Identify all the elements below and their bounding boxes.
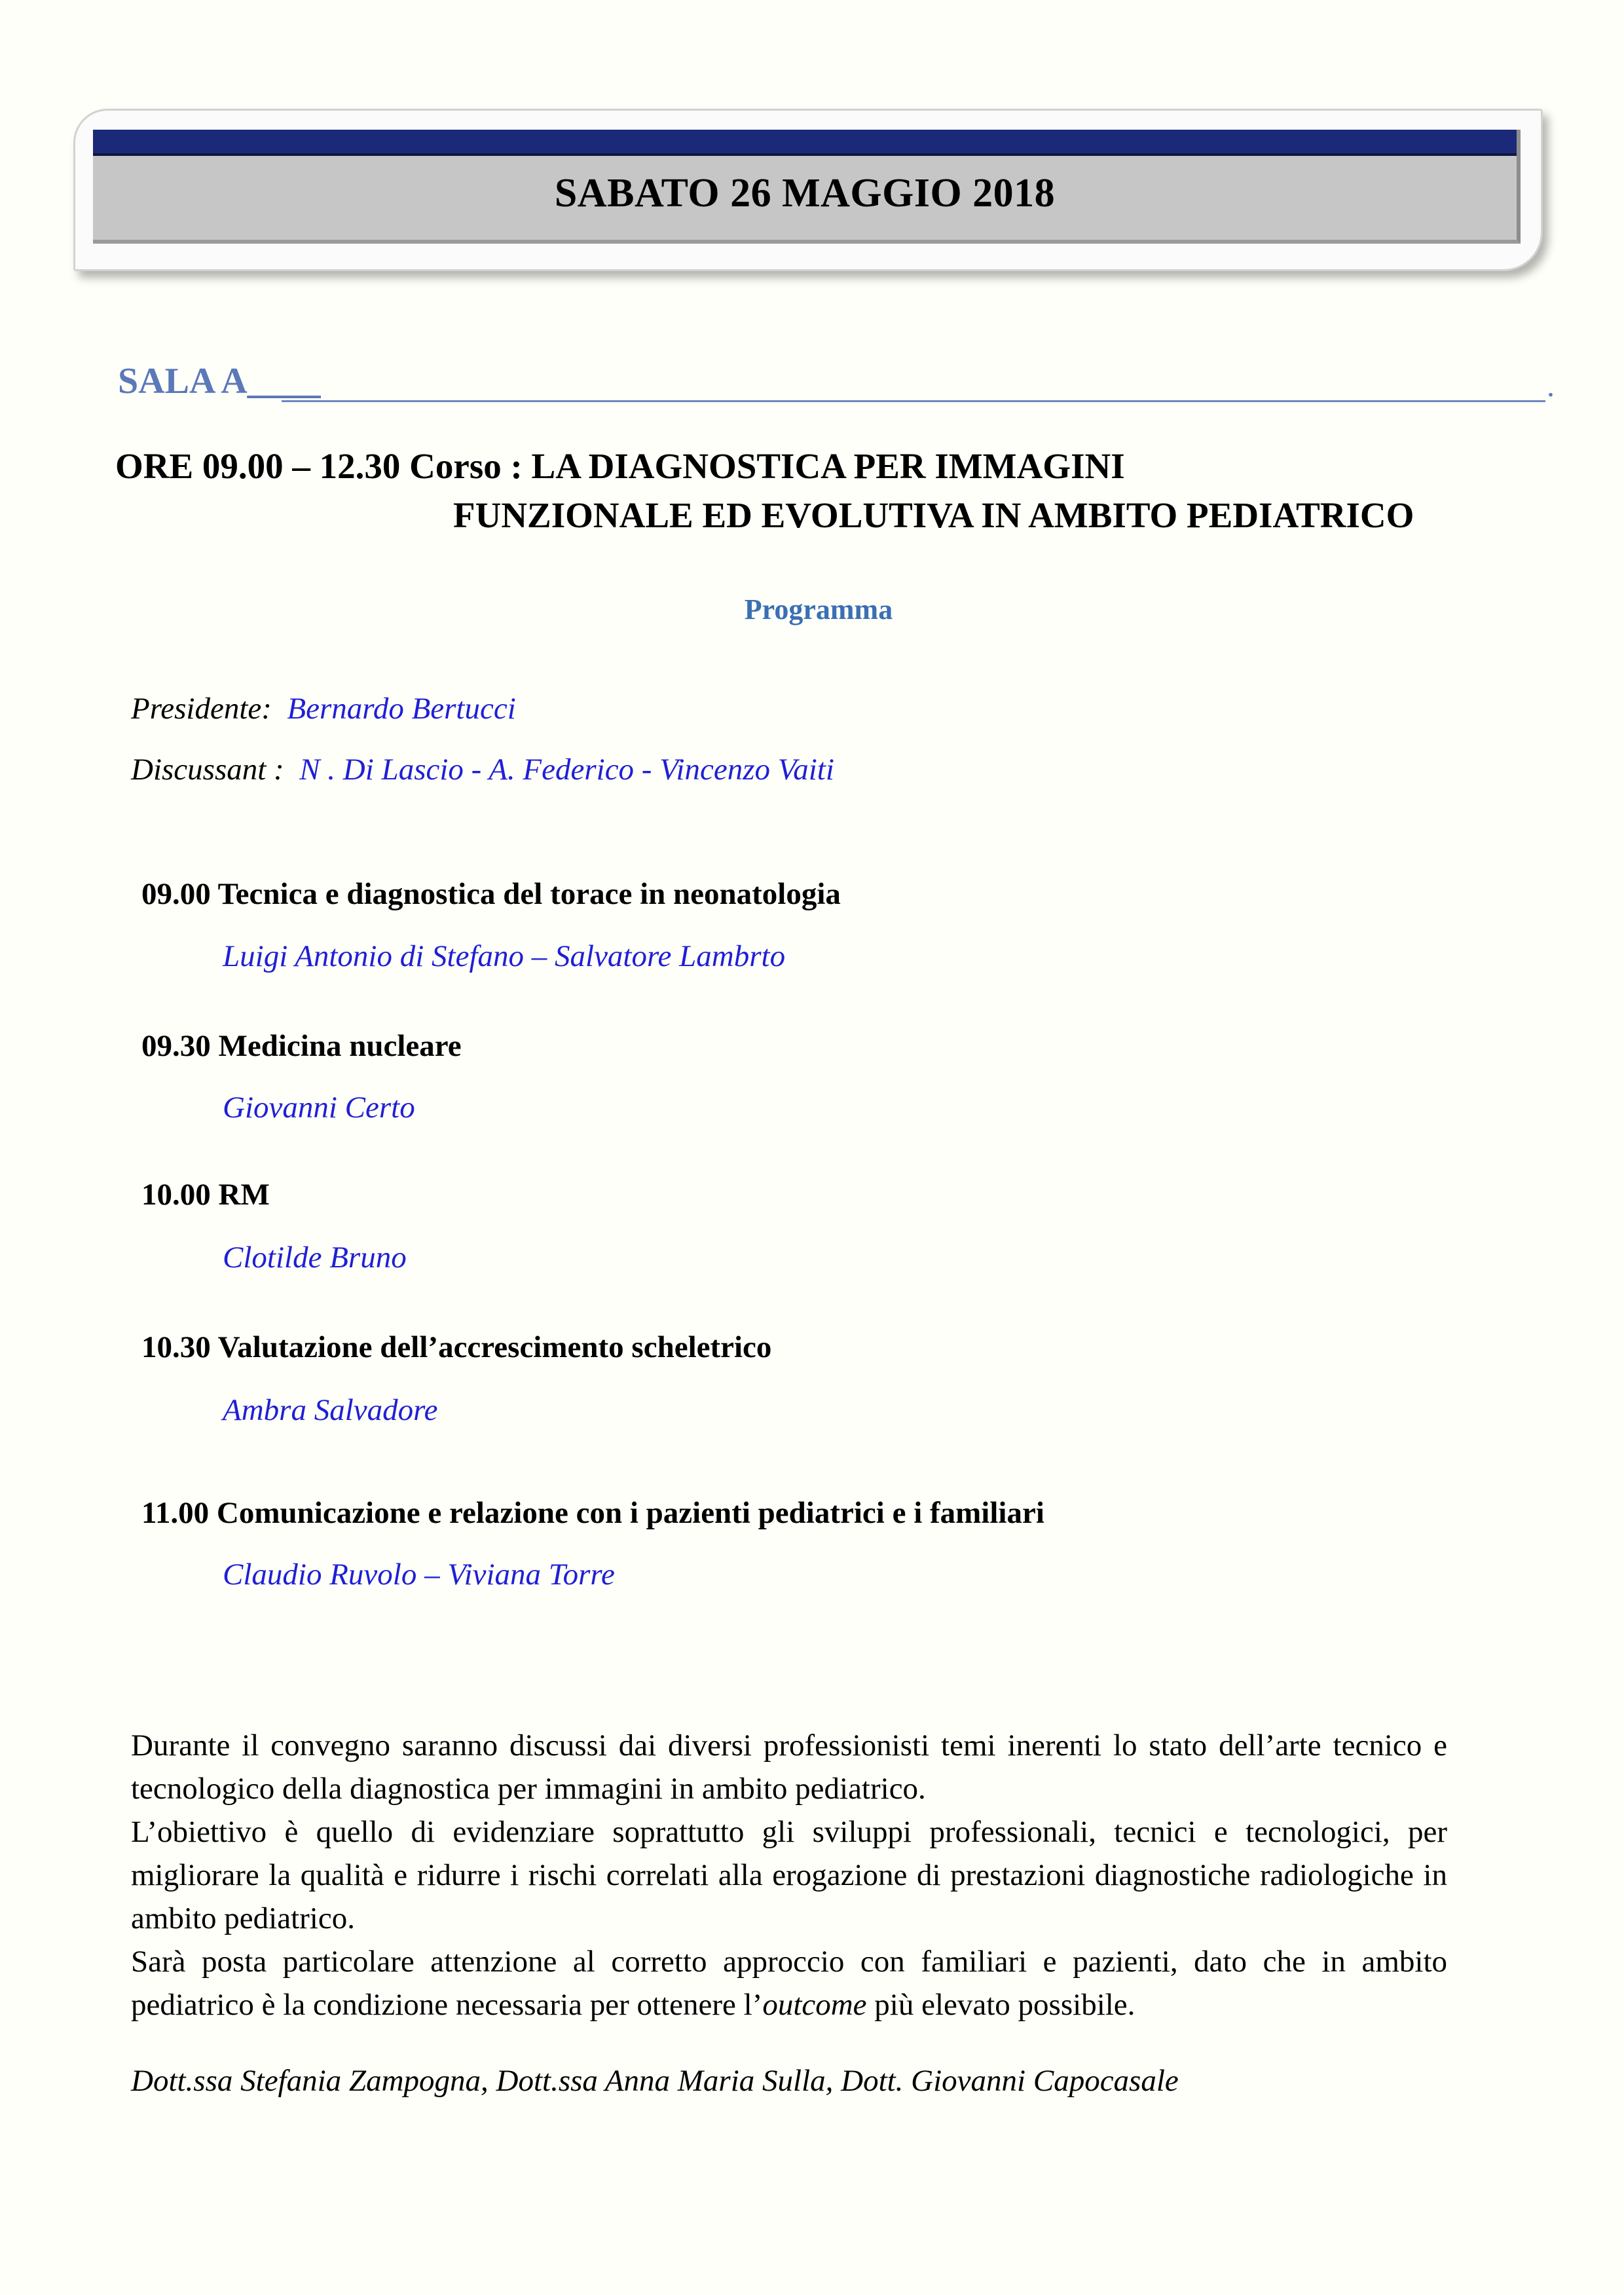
description-paragraph [131, 1940, 1447, 2026]
sala-label: SALA A____ [118, 361, 321, 401]
discussant-label: Discussant : [131, 753, 284, 787]
description-paragraph: Durante il convegno saranno discussi dai diversi professionisti temi inerenti lo stato dell’arte tecnico e tecnologico della diagnostica per immagini in ambito pediatrico. [131, 1728, 1447, 1806]
sala-end-dot: . [1547, 369, 1555, 403]
session-title: 10.00 RM [141, 1178, 270, 1212]
president-names: Bernardo Bertucci [287, 692, 516, 726]
session-speakers: Claudio Ruvolo – Viviana Torre [223, 1558, 615, 1592]
discussant-names: N . Di Lascio - A. Federico - Vincenzo Vaiti [299, 753, 834, 787]
session-title: 10.30 Valutazione dell’accrescimento scheletrico [141, 1330, 772, 1364]
session-title: 09.00 Tecnica e diagnostica del torace in neonatologia [141, 877, 841, 911]
programma-heading: Programma [744, 593, 893, 625]
course-title-line2: FUNZIONALE ED EVOLUTIVA IN AMBITO PEDIATRICO [453, 495, 1414, 535]
president-line [131, 691, 516, 726]
description-text-part: più elevato possibile. [866, 1988, 1135, 2022]
president-label: Presidente: [131, 692, 272, 726]
page-title: SABATO 26 MAGGIO 2018 [554, 171, 1056, 215]
description-paragraph: L’obiettivo è quello di evidenziare soprattutto gli sviluppi professionali, tecnici e tecnologici, per migliorare la qualità e ridurre i rischi correlati alla erogazione di prestazioni diagnostiche radiologiche in ambito pediatrico. [131, 1815, 1447, 1935]
session-title: 11.00 Comunicazione e relazione con i pazienti pediatrici e i familiari [141, 1496, 1044, 1530]
session-speakers: Ambra Salvadore [223, 1393, 438, 1427]
discussant-line [131, 752, 834, 787]
description-text [131, 1724, 1447, 2026]
session-speakers: Giovanni Certo [223, 1091, 415, 1125]
outcome-term: outcome [762, 1988, 867, 2022]
banner-stripe [93, 130, 1517, 156]
course-title-line1: ORE 09.00 – 12.30 Corso : LA DIAGNOSTICA PER IMMAGINI [115, 446, 1125, 486]
session-title: 09.30 Medicina nucleare [141, 1029, 462, 1063]
sala-underline [282, 400, 1545, 402]
session-speakers: Luigi Antonio di Stefano – Salvatore Lambrto [223, 939, 786, 973]
date-banner [93, 130, 1521, 244]
session-speakers: Clotilde Bruno [223, 1241, 407, 1275]
signature-line: Dott.ssa Stefania Zampogna, Dott.ssa Anna Maria Sulla, Dott. Giovanni Capocasale [131, 2064, 1179, 2098]
description-text-part: Sarà posta particolare attenzione al corretto approccio con familiari e pazienti, dato che in ambito pediatrico è la condizione necessaria per ottenere l’ [131, 1945, 1447, 2022]
